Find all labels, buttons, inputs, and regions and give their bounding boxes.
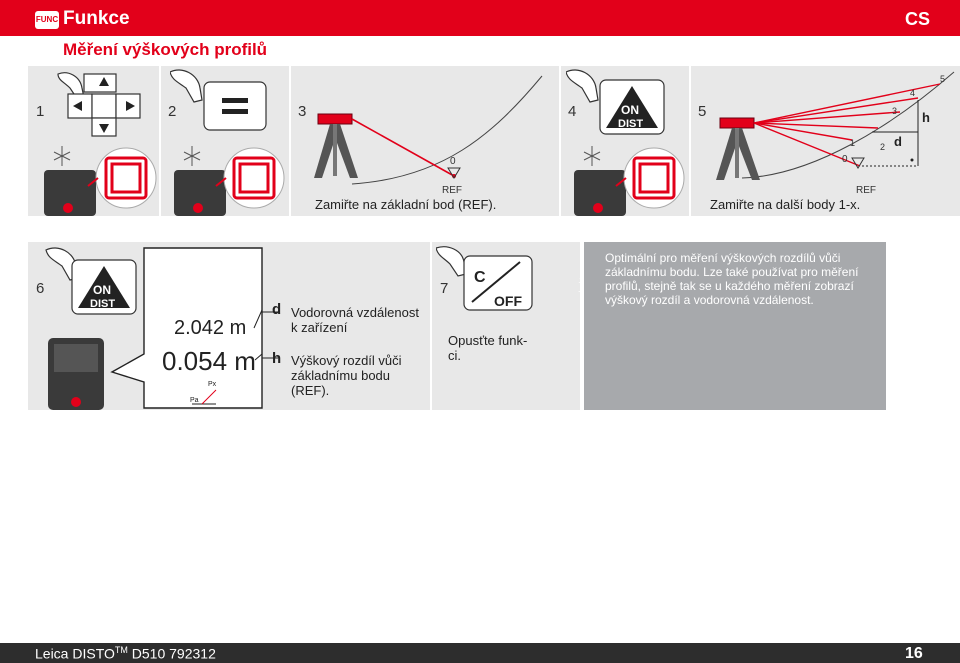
- info-text-3: profilů, stejně tak se u každého měření zobrazí: [605, 279, 854, 293]
- profile-ref-label: REF: [856, 185, 876, 196]
- device-display-illustration: [44, 244, 270, 410]
- info-icon: i: [578, 272, 585, 297]
- d-description-1: Vodorovná vzdálenost: [291, 305, 419, 320]
- d-letter: d: [272, 301, 282, 318]
- h-description-3: (REF).: [291, 383, 330, 398]
- tripod-profile-illustration: [692, 66, 960, 216]
- device-dpad-illustration: [40, 66, 160, 216]
- dist-label-6: DIST: [90, 298, 116, 310]
- on-label: ON: [621, 103, 639, 117]
- step-number-6: 6: [36, 280, 45, 297]
- info-text-2: základnímu bodu. Lze také používat pro měření: [605, 265, 859, 279]
- icon-px-label: Px: [208, 381, 217, 388]
- ref-zero-label: 0: [450, 156, 456, 167]
- h-letter: h: [272, 350, 282, 367]
- step-number-7: 7: [440, 280, 449, 297]
- page-number: 16: [905, 645, 923, 662]
- svg-text:1: 1: [850, 138, 856, 148]
- display-distance: 2.042 m: [174, 317, 247, 339]
- dist-label: DIST: [618, 118, 644, 130]
- step5-instruction: Zamiřte na další body 1-x.: [710, 197, 861, 212]
- page-title: Funkce: [63, 8, 130, 29]
- step-number-5: 5: [698, 103, 707, 120]
- step3-instruction: Zamiřte na základní bod (REF).: [315, 197, 497, 212]
- device-on-dist-illustration: [566, 66, 690, 216]
- step-number-4: 4: [568, 103, 577, 120]
- step-number-2: 2: [168, 103, 177, 120]
- func-badge: FUNC: [35, 11, 59, 29]
- step-number-3: 3: [298, 103, 307, 120]
- clear-off-button-illustration: [436, 244, 576, 324]
- d-description-2: k zařízení: [291, 320, 348, 335]
- info-text-4: výškový rozdíl a vodorovná vzdálenost.: [605, 293, 814, 307]
- header-bar: [0, 0, 960, 36]
- h-description-2: základnímu bodu: [291, 368, 391, 383]
- h-description-1: Výškový rozdíl vůči: [291, 353, 402, 368]
- svg-text:2: 2: [880, 142, 886, 152]
- height-h-label: h: [922, 110, 930, 125]
- svg-text:4: 4: [910, 88, 916, 98]
- language-code: CS: [904, 9, 930, 29]
- svg-text:3: 3: [892, 106, 898, 116]
- icon-pa-label: Pa: [190, 397, 199, 404]
- footer-model: Leica DISTO™ D510 792312: [35, 645, 216, 662]
- on-label-6: ON: [93, 283, 111, 297]
- svg-text:5: 5: [940, 74, 946, 84]
- step-number-1: 1: [36, 103, 45, 120]
- step7-instruction-2: ci.: [448, 348, 461, 363]
- section-title: Měření výškových profilů: [63, 40, 268, 59]
- c-label: C: [474, 269, 486, 286]
- tripod-ref-illustration: [292, 66, 560, 216]
- step7-instruction-1: Opusťte funk-: [448, 333, 528, 348]
- display-height: 0.054 m: [162, 346, 256, 376]
- ref-label: REF: [442, 185, 462, 196]
- distance-d-label: d: [894, 134, 902, 149]
- profile-zero-label: 0: [842, 154, 848, 165]
- off-label: OFF: [494, 293, 522, 309]
- info-text-1: Optimální pro měření výškových rozdílů vůči: [605, 251, 841, 265]
- device-equals-illustration: [170, 66, 290, 216]
